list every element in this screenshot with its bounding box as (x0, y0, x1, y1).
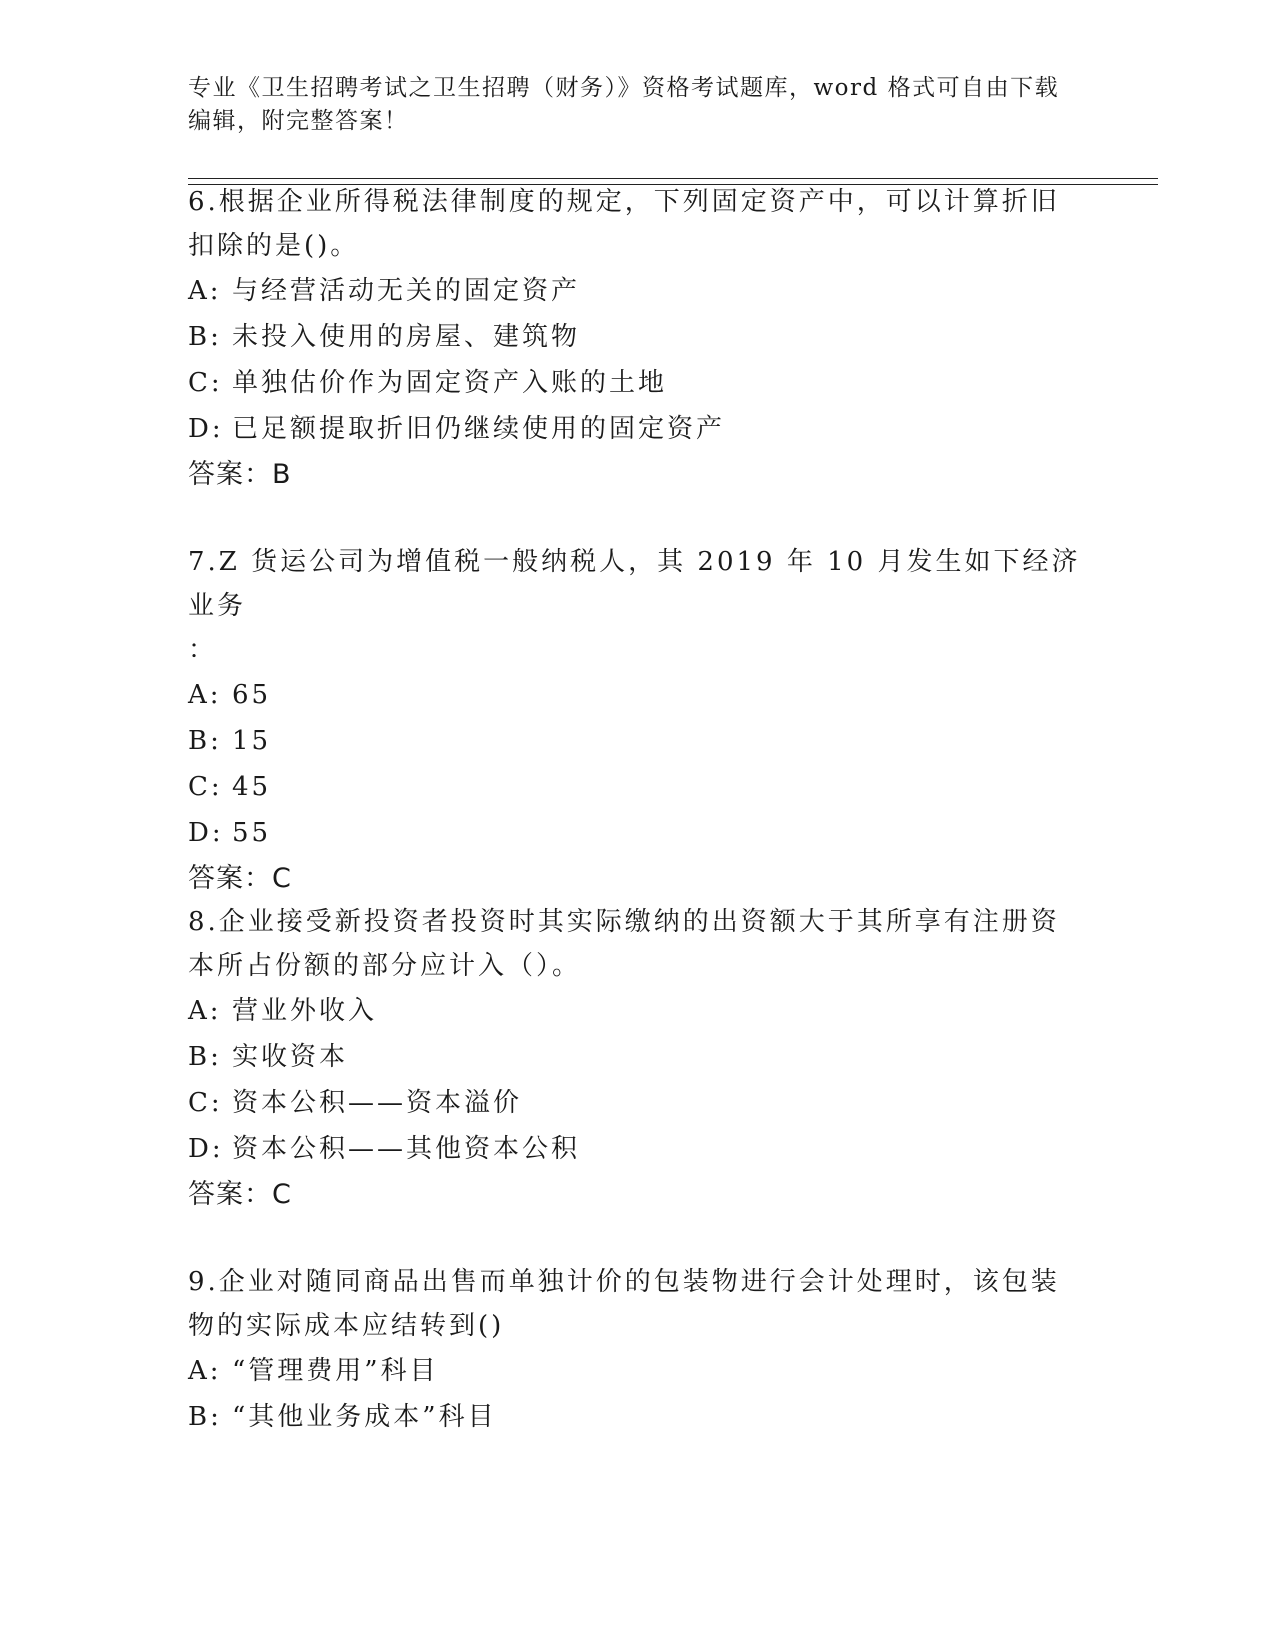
option-text: “其他业务成本”科目 (232, 1402, 497, 1432)
question-stem-line: 扣除的是()。 (188, 231, 360, 261)
option-text: 15 (232, 726, 272, 756)
option-text: 已足额提取折旧仍继续使用的固定资产 (232, 414, 726, 444)
option-text: 未投入使用的房屋、建筑物 (232, 322, 581, 352)
option-letter: B: (188, 322, 222, 352)
answer-line: 答案：B (188, 459, 292, 490)
question-stem-line: ： (188, 635, 218, 665)
option-a (188, 268, 1088, 314)
option-text: “管理费用”科目 (232, 1356, 439, 1386)
option-letter: A: (188, 276, 222, 306)
option-c (188, 1080, 1088, 1126)
option-d (188, 1126, 1088, 1172)
option-c (188, 764, 1088, 810)
question-stem-line: 6.根据企业所得税法律制度的规定，下列固定资产中，可以计算折旧 (188, 187, 1060, 217)
option-c (188, 360, 1088, 406)
option-text: 与经营活动无关的固定资产 (232, 276, 581, 306)
question-7 (188, 540, 1088, 902)
option-a (188, 672, 1088, 718)
option-letter: D: (188, 414, 224, 444)
option-a (188, 1348, 1088, 1394)
question-stem-line: 9.企业对随同商品出售而单独计价的包装物进行会计处理时，该包装 (188, 1267, 1060, 1297)
option-a (188, 988, 1088, 1034)
answer-line: 答案：C (188, 863, 292, 894)
option-b (188, 314, 1088, 360)
option-b (188, 718, 1088, 764)
option-letter: D: (188, 1134, 224, 1164)
question-stem-line: 物的实际成本应结转到() (188, 1311, 505, 1341)
question-stem-line: 8.企业接受新投资者投资时其实际缴纳的出资额大于其所享有注册资 (188, 907, 1060, 937)
option-text: 资本公积——其他资本公积 (232, 1134, 581, 1164)
option-letter: B: (188, 726, 222, 756)
question-6 (188, 180, 1088, 498)
option-text: 65 (232, 680, 272, 710)
option-b (188, 1034, 1088, 1080)
header-line-2: 编辑，附完整答案！ (188, 108, 409, 134)
option-text: 45 (232, 772, 272, 802)
option-text: 55 (232, 818, 272, 848)
option-letter: C: (188, 772, 223, 802)
option-d (188, 810, 1088, 856)
option-d (188, 406, 1088, 452)
option-b (188, 1394, 1088, 1440)
option-text: 资本公积——资本溢价 (232, 1088, 523, 1118)
question-stem-line: 7.Z 货运公司为增值税一般纳税人，其 2019 年 10 月发生如下经济业务 (188, 547, 1081, 621)
option-letter: C: (188, 368, 223, 398)
question-9 (188, 1260, 1088, 1440)
question-8 (188, 900, 1088, 1218)
option-letter: D: (188, 818, 224, 848)
option-text: 单独估价作为固定资产入账的土地 (232, 368, 668, 398)
document-header (188, 72, 1088, 138)
option-letter: C: (188, 1088, 223, 1118)
option-letter: A: (188, 996, 222, 1026)
option-text: 实收资本 (232, 1042, 349, 1072)
question-stem-line: 本所占份额的部分应计入（）。 (188, 951, 582, 981)
option-letter: B: (188, 1402, 222, 1432)
header-line-1: 专业《卫生招聘考试之卫生招聘（财务）》资格考试题库，word 格式可自由下载 (188, 75, 1060, 101)
option-text: 营业外收入 (232, 996, 378, 1026)
answer-line: 答案：C (188, 1179, 292, 1210)
option-letter: A: (188, 680, 222, 710)
option-letter: B: (188, 1042, 222, 1072)
option-letter: A: (188, 1356, 222, 1386)
